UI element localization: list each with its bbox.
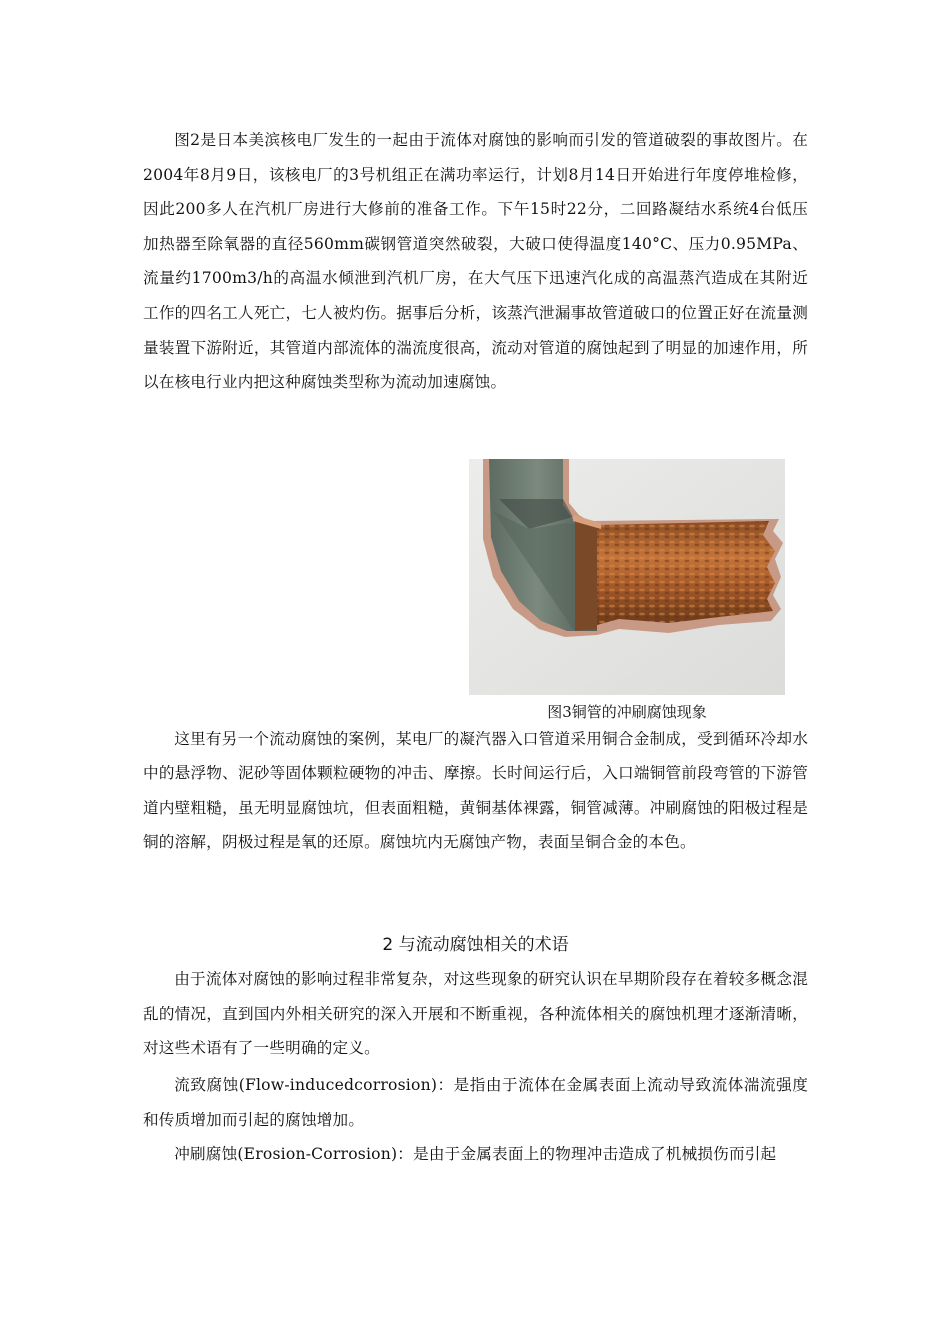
paragraph-flow-induced-corrosion: 流致腐蚀(Flow-inducedcorrosion)：是指由于流体在金属表面上流动导致流体湍流强度和传质增加而引起的腐蚀增加。	[143, 1076, 808, 1129]
figure-caption: 图3铜管的冲刷腐蚀现象	[547, 703, 707, 721]
paragraph-erosion-corrosion: 冲刷腐蚀(Erosion-Corrosion)：是由于金属表面上的物理冲击造成了机械损伤而引起	[174, 1145, 777, 1163]
copper-pipe-photo	[469, 459, 785, 695]
paragraph-mihama-accident: 图2是日本美滨核电厂发生的一起由于流体对腐蚀的影响而引发的管道破裂的事故图片。在2004年8月9日，该核电厂的3号机组正在满功率运行，计划8月14日开始进行年度停堆检修，因此200多人在汽机厂房进行大修前的准备工作。下午15时22分，二回路凝结水系统4台低压加热器至除氧器的直径560mm碳钢管道突然破裂，大破口使得温度140°C、压力0.95MPa、流量约1700m3/h的高温水倾泄到汽机厂房，在大气压下迅速汽化成的高温蒸汽造成在其附近工作的四名工人死亡，七人被灼伤。据事后分析，该蒸汽泄漏事故管道破口的位置正好在流量测量装置下游附近，其管道内部流体的湍流度很高，流动对管道的腐蚀起到了明显的加速作用，所以在核电行业内把这种腐蚀类型称为流动加速腐蚀。	[143, 131, 808, 392]
paragraph-terminology-intro: 由于流体对腐蚀的影响过程非常复杂，对这些现象的研究认识在早期阶段存在着较多概念混乱的情况，直到国内外相关研究的深入开展和不断重视，各种流体相关的腐蚀机理才逐渐清晰，对这些术语有了一些明确的定义。	[143, 970, 808, 1058]
section-heading: 2 与流动腐蚀相关的术语	[382, 935, 569, 955]
paragraph-copper-erosion-case: 这里有另一个流动腐蚀的案例，某电厂的凝汽器入口管道采用铜合金制成，受到循环冷却水中的悬浮物、泥砂等固体颗粒硬物的冲击、摩擦。长时间运行后，入口端铜管前段弯管的下游管道内壁粗糙，虽无明显腐蚀坑，但表面粗糙，黄铜基体裸露，铜管减薄。冲刷腐蚀的阳极过程是铜的溶解，阴极过程是氧的还原。腐蚀坑内无腐蚀产物，表面呈铜合金的本色。	[143, 730, 808, 852]
